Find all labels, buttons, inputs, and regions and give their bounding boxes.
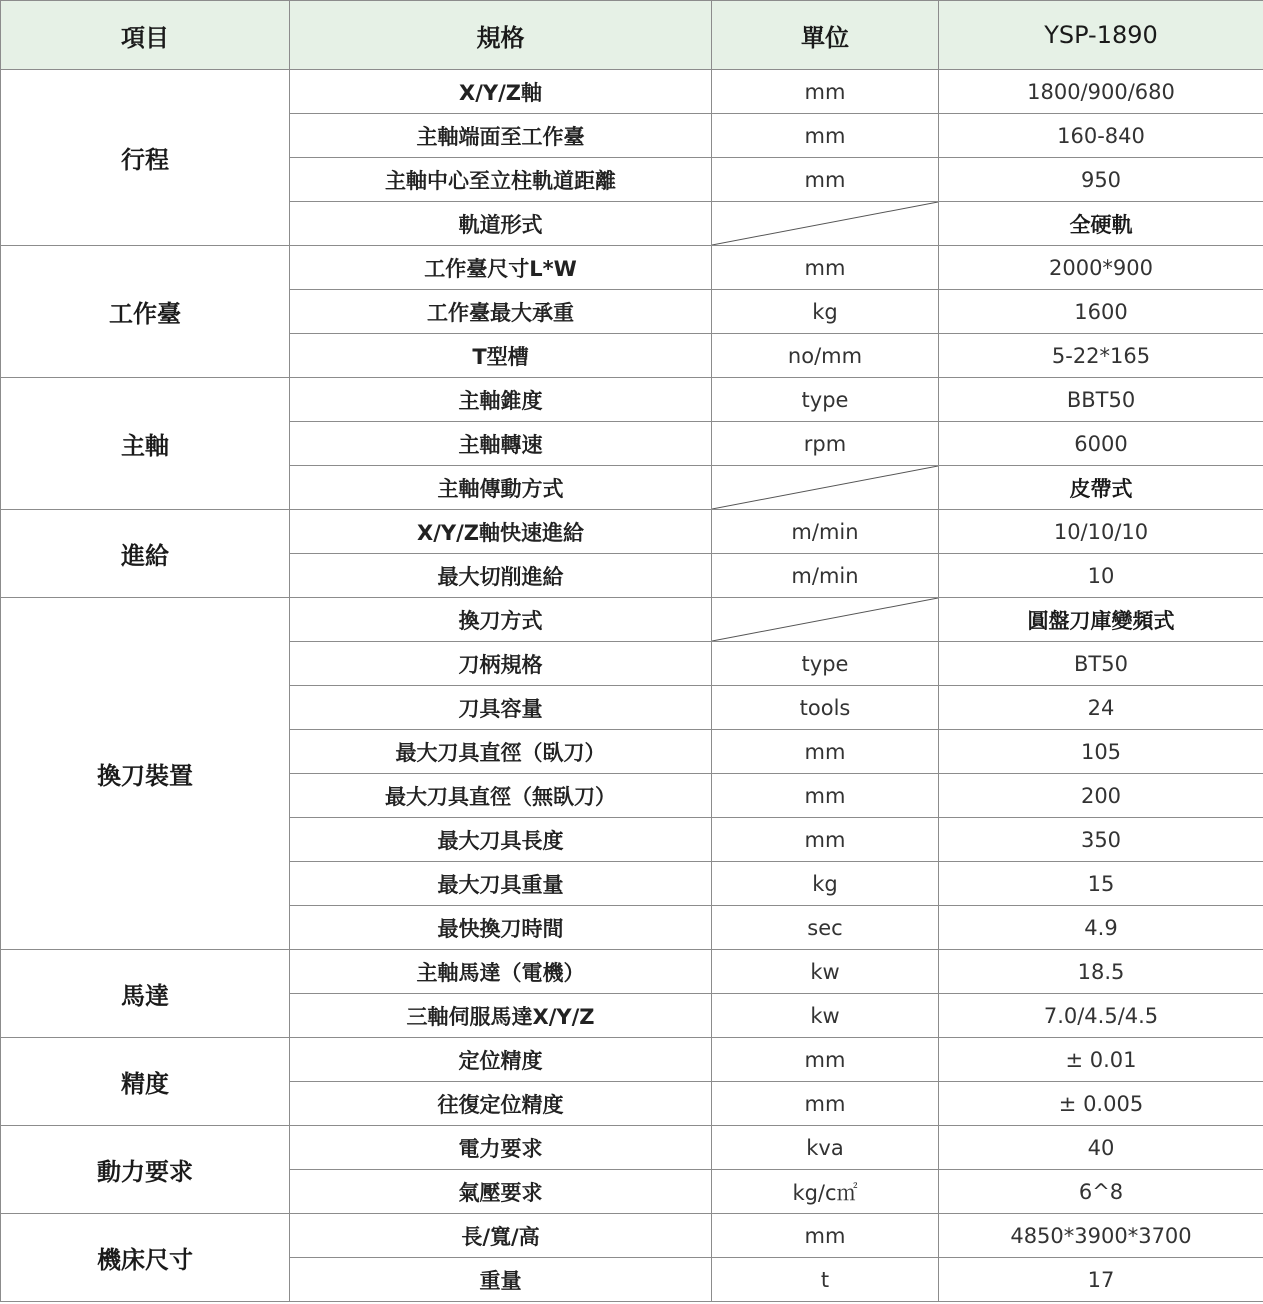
spec-cell: 工作臺尺寸L*W: [290, 246, 712, 290]
spec-cell: 最大刀具長度: [290, 818, 712, 862]
header-item: 項目: [1, 1, 290, 70]
unit-cell: mm: [712, 246, 939, 290]
spec-cell: 主軸錐度: [290, 378, 712, 422]
table-row: [1, 70, 1263, 114]
category-cell: 機床尺寸: [1, 1214, 290, 1302]
value-cell: BT50: [939, 642, 1263, 686]
value-cell: 15: [939, 862, 1263, 906]
spec-cell: 最快換刀時間: [290, 906, 712, 950]
value-cell: 4850*3900*3700: [939, 1214, 1263, 1258]
category-cell: 馬達: [1, 950, 290, 1038]
value-cell: 10/10/10: [939, 510, 1263, 554]
value-cell: 200: [939, 774, 1263, 818]
spec-cell: 氣壓要求: [290, 1170, 712, 1214]
unit-cell: mm: [712, 774, 939, 818]
unit-cell: sec: [712, 906, 939, 950]
table-row: [1, 950, 1263, 994]
spec-cell: 主軸中心至立柱軌道距離: [290, 158, 712, 202]
value-cell: ± 0.005: [939, 1082, 1263, 1126]
spec-cell: 主軸傳動方式: [290, 466, 712, 510]
unit-cell: tools: [712, 686, 939, 730]
value-cell: 圓盤刀庫變頻式: [939, 598, 1263, 642]
value-cell: 6^8: [939, 1170, 1263, 1214]
spec-cell: 往復定位精度: [290, 1082, 712, 1126]
value-cell: 160-840: [939, 114, 1263, 158]
diagonal-slash-icon: [712, 466, 938, 509]
value-cell: 10: [939, 554, 1263, 598]
spec-cell: 最大刀具重量: [290, 862, 712, 906]
value-cell: 350: [939, 818, 1263, 862]
category-cell: 動力要求: [1, 1126, 290, 1214]
spec-cell: 主軸轉速: [290, 422, 712, 466]
table-body: [1, 70, 1263, 1302]
unit-cell: t: [712, 1258, 939, 1302]
table-header: [1, 1, 1263, 70]
table-row: [1, 378, 1263, 422]
unit-cell: m/min: [712, 510, 939, 554]
unit-cell: mm: [712, 818, 939, 862]
unit-cell: kva: [712, 1126, 939, 1170]
unit-cell: kw: [712, 950, 939, 994]
unit-cell: rpm: [712, 422, 939, 466]
unit-cell: mm: [712, 1214, 939, 1258]
header-row: [1, 1, 1263, 70]
unit-cell: type: [712, 642, 939, 686]
spec-cell: 三軸伺服馬達X/Y/Z: [290, 994, 712, 1038]
table-row: [1, 510, 1263, 554]
spec-cell: 最大刀具直徑（臥刀）: [290, 730, 712, 774]
unit-cell: mm: [712, 1038, 939, 1082]
unit-cell: type: [712, 378, 939, 422]
value-cell: ± 0.01: [939, 1038, 1263, 1082]
value-cell: 1800/900/680: [939, 70, 1263, 114]
category-cell: 進給: [1, 510, 290, 598]
diagonal-slash-icon: [712, 598, 938, 641]
spec-cell: 刀具容量: [290, 686, 712, 730]
spec-cell: 換刀方式: [290, 598, 712, 642]
unit-cell: mm: [712, 114, 939, 158]
spec-cell: 最大刀具直徑（無臥刀）: [290, 774, 712, 818]
header-model: YSP-1890: [939, 1, 1263, 70]
spec-cell: 最大切削進給: [290, 554, 712, 598]
value-cell: 1600: [939, 290, 1263, 334]
value-cell: 4.9: [939, 906, 1263, 950]
spec-cell: X/Y/Z軸: [290, 70, 712, 114]
spec-cell: 主軸端面至工作臺: [290, 114, 712, 158]
spec-cell: 刀柄規格: [290, 642, 712, 686]
unit-cell: kg: [712, 862, 939, 906]
value-cell: 6000: [939, 422, 1263, 466]
unit-cell: mm: [712, 158, 939, 202]
value-cell: 950: [939, 158, 1263, 202]
table-row: [1, 598, 1263, 642]
value-cell: 17: [939, 1258, 1263, 1302]
spec-cell: X/Y/Z軸快速進給: [290, 510, 712, 554]
category-cell: 行程: [1, 70, 290, 246]
unit-cell-empty: [712, 598, 939, 642]
spec-cell: T型槽: [290, 334, 712, 378]
table-row: [1, 1214, 1263, 1258]
table-row: [1, 1126, 1263, 1170]
unit-cell-empty: [712, 202, 939, 246]
unit-cell: m/min: [712, 554, 939, 598]
category-cell: 精度: [1, 1038, 290, 1126]
value-cell: 18.5: [939, 950, 1263, 994]
value-cell: 2000*900: [939, 246, 1263, 290]
header-spec: 規格: [290, 1, 712, 70]
value-cell: BBT50: [939, 378, 1263, 422]
unit-cell: kw: [712, 994, 939, 1038]
spec-cell: 定位精度: [290, 1038, 712, 1082]
unit-cell: mm: [712, 1082, 939, 1126]
unit-cell: kg: [712, 290, 939, 334]
header-unit: 單位: [712, 1, 939, 70]
table-row: [1, 246, 1263, 290]
spec-cell: 軌道形式: [290, 202, 712, 246]
unit-cell: mm: [712, 70, 939, 114]
spec-cell: 主軸馬達（電機）: [290, 950, 712, 994]
category-cell: 主軸: [1, 378, 290, 510]
unit-cell: mm: [712, 730, 939, 774]
value-cell: 24: [939, 686, 1263, 730]
value-cell: 40: [939, 1126, 1263, 1170]
table-row: [1, 1038, 1263, 1082]
unit-cell: no/mm: [712, 334, 939, 378]
unit-cell: kg/c㎡: [712, 1170, 939, 1214]
spec-cell: 重量: [290, 1258, 712, 1302]
value-cell: 5-22*165: [939, 334, 1263, 378]
category-cell: 工作臺: [1, 246, 290, 378]
spec-cell: 電力要求: [290, 1126, 712, 1170]
unit-cell-empty: [712, 466, 939, 510]
value-cell: 全硬軌: [939, 202, 1263, 246]
value-cell: 7.0/4.5/4.5: [939, 994, 1263, 1038]
diagonal-slash-icon: [712, 202, 938, 245]
spec-cell: 工作臺最大承重: [290, 290, 712, 334]
category-cell: 換刀裝置: [1, 598, 290, 950]
value-cell: 皮帶式: [939, 466, 1263, 510]
spec-cell: 長/寬/高: [290, 1214, 712, 1258]
value-cell: 105: [939, 730, 1263, 774]
